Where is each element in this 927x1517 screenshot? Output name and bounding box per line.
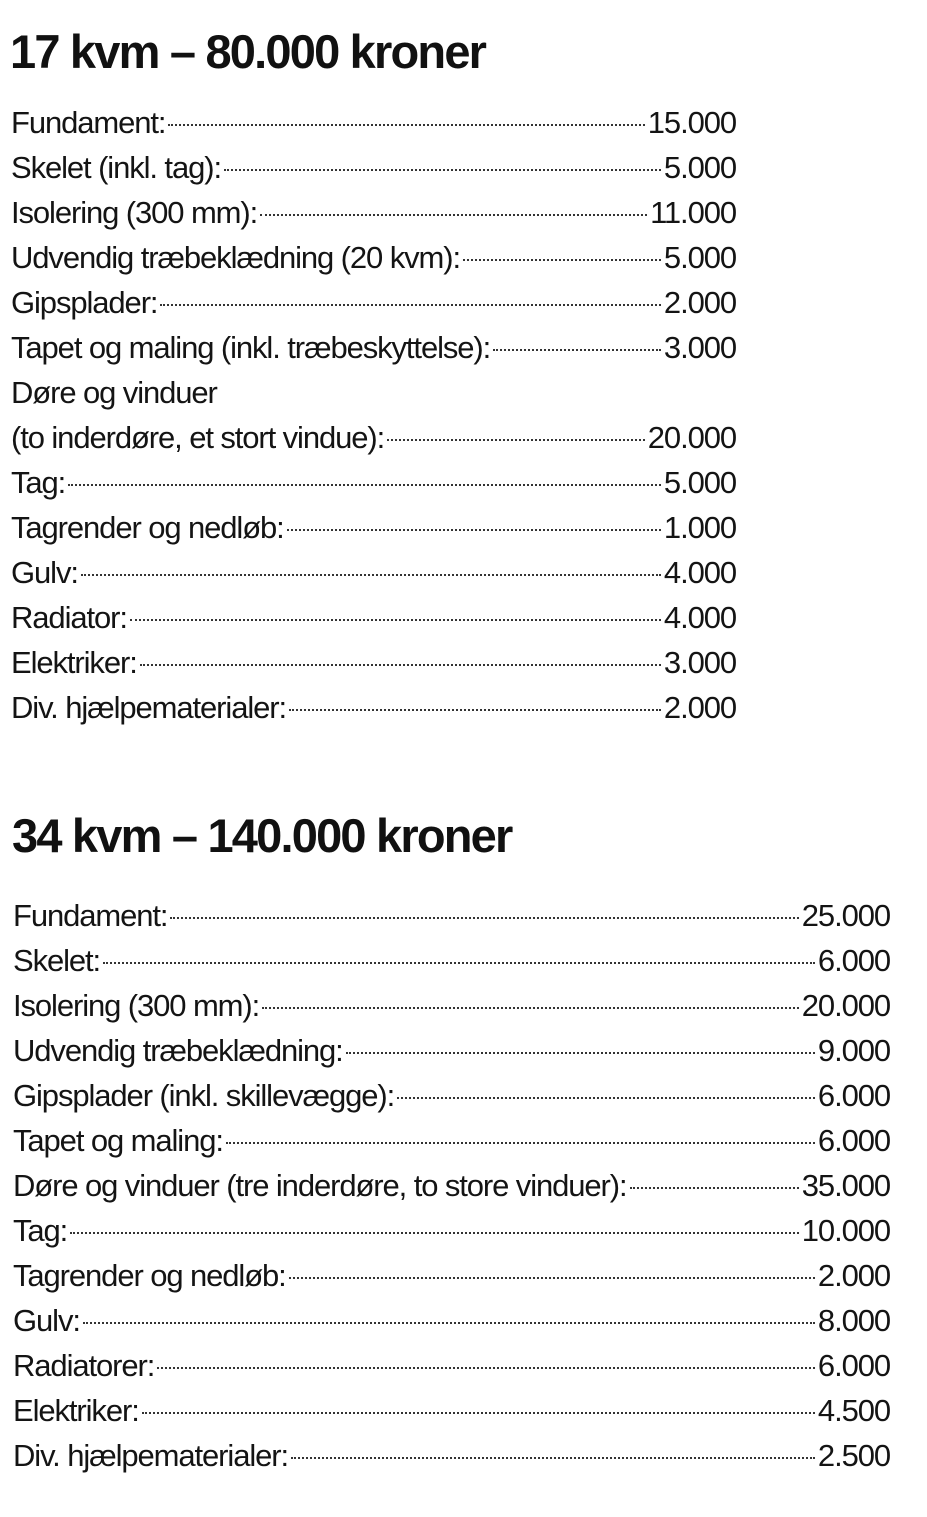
cost-row-doere-og-vinduer-line2: [11, 415, 736, 460]
cost-label: Radiatorer:: [13, 1348, 155, 1383]
cost-amount: 3.000: [663, 330, 736, 365]
cost-amount: 5.000: [663, 150, 736, 185]
cost-label: Elektriker:: [11, 645, 137, 680]
cost-row-skelet: [13, 938, 890, 983]
cost-amount: 8.000: [817, 1303, 890, 1338]
dotted-leader: [170, 917, 798, 919]
cost-row-isolering: [11, 190, 736, 235]
cost-row-gipsplader: [13, 1073, 890, 1118]
cost-label: Døre og vinduer: [11, 375, 217, 410]
cost-label: Udvendig træbeklædning:: [13, 1033, 343, 1068]
dotted-leader: [260, 214, 647, 216]
cost-row-elektriker: [13, 1388, 890, 1433]
cost-amount: 6.000: [817, 943, 890, 978]
cost-row-doere-og-vinduer: [13, 1163, 890, 1208]
cost-amount: 4.500: [817, 1393, 890, 1428]
cost-amount: 2.000: [663, 285, 736, 320]
cost-label: Isolering (300 mm):: [11, 195, 258, 230]
cost-label: Elektriker:: [13, 1393, 139, 1428]
cost-label: Gulv:: [11, 555, 78, 590]
cost-amount: 5.000: [663, 465, 736, 500]
dotted-leader: [630, 1187, 799, 1189]
dotted-leader: [397, 1097, 815, 1099]
cost-row-skelet: [11, 145, 736, 190]
cost-row-fundament: [13, 893, 890, 938]
dotted-leader: [291, 1457, 815, 1459]
dotted-leader: [226, 1142, 815, 1144]
cost-label: Tag:: [13, 1213, 68, 1248]
dotted-leader: [140, 664, 661, 666]
cost-row-hjaelpematerialer: [11, 685, 736, 730]
dotted-leader: [346, 1052, 815, 1054]
cost-label-continued: (to inderdøre, et stort vindue):: [11, 420, 385, 455]
cost-label: Fundament:: [13, 898, 168, 933]
cost-label: Div. hjælpematerialer:: [11, 690, 286, 725]
dotted-leader: [289, 709, 661, 711]
dotted-leader: [160, 304, 660, 306]
cost-amount: 11.000: [650, 195, 736, 230]
cost-amount: 20.000: [801, 988, 890, 1023]
cost-label: Tagrender og nedløb:: [13, 1258, 286, 1293]
cost-label: Tag:: [11, 465, 66, 500]
cost-label: Div. hjælpematerialer:: [13, 1438, 288, 1473]
cost-label: Tagrender og nedløb:: [11, 510, 284, 545]
dotted-leader: [83, 1322, 815, 1324]
cost-label: Gipsplader:: [11, 285, 158, 320]
dotted-leader: [157, 1367, 815, 1369]
cost-amount: 4.000: [663, 600, 736, 635]
dotted-leader: [262, 1007, 799, 1009]
cost-label: Døre og vinduer (tre inderdøre, to store vinduer):: [13, 1168, 627, 1203]
cost-row-tagrender-og-nedloeb: [11, 505, 736, 550]
cost-amount: 2.000: [663, 690, 736, 725]
cost-amount: 6.000: [817, 1078, 890, 1113]
cost-row-udvendig-traebeklaedning: [13, 1028, 890, 1073]
cost-list-34-kvm: [13, 893, 890, 1478]
cost-label: Tapet og maling:: [13, 1123, 223, 1158]
dotted-leader: [287, 529, 661, 531]
dotted-leader: [142, 1412, 815, 1414]
cost-amount: 5.000: [663, 240, 736, 275]
cost-amount: 6.000: [817, 1348, 890, 1383]
cost-label: Skelet (inkl. tag):: [11, 150, 221, 185]
cost-row-tag: [13, 1208, 890, 1253]
cost-amount: 15.000: [647, 105, 736, 140]
cost-row-gulv: [13, 1298, 890, 1343]
cost-row-doere-og-vinduer-line1: [11, 370, 736, 415]
cost-amount: 2.000: [817, 1258, 890, 1293]
dotted-leader: [81, 574, 661, 576]
cost-label: Udvendig træbeklædning (20 kvm):: [11, 240, 460, 275]
cost-row-isolering: [13, 983, 890, 1028]
cost-label: Skelet:: [13, 943, 101, 978]
cost-amount: 9.000: [817, 1033, 890, 1068]
cost-amount: 4.000: [663, 555, 736, 590]
cost-amount: 35.000: [801, 1168, 890, 1203]
cost-row-tapet-og-maling: [11, 325, 736, 370]
cost-row-hjaelpematerialer: [13, 1433, 890, 1478]
cost-amount: 1.000: [663, 510, 736, 545]
cost-amount: 2.500: [817, 1438, 890, 1473]
cost-label: Tapet og maling (inkl. træbeskyttelse):: [11, 330, 491, 365]
cost-row-gulv: [11, 550, 736, 595]
dotted-leader: [130, 619, 661, 621]
cost-row-tag: [11, 460, 736, 505]
dotted-leader: [103, 962, 815, 964]
cost-amount: 25.000: [801, 898, 890, 933]
cost-amount: 3.000: [663, 645, 736, 680]
cost-row-tagrender-og-nedloeb: [13, 1253, 890, 1298]
cost-row-radiator: [11, 595, 736, 640]
cost-label: Fundament:: [11, 105, 166, 140]
cost-row-gipsplader: [11, 280, 736, 325]
cost-label: Gulv:: [13, 1303, 80, 1338]
cost-label: Isolering (300 mm):: [13, 988, 260, 1023]
dotted-leader: [70, 1232, 799, 1234]
cost-row-elektriker: [11, 640, 736, 685]
cost-list-17-kvm: [11, 100, 736, 730]
cost-amount: 10.000: [801, 1213, 890, 1248]
cost-amount: 20.000: [647, 420, 736, 455]
cost-row-radiatorer: [13, 1343, 890, 1388]
dotted-leader: [463, 259, 661, 261]
section-heading-17-kvm: 17 kvm – 80.000 kroner: [10, 25, 486, 78]
dotted-leader: [68, 484, 661, 486]
cost-row-fundament: [11, 100, 736, 145]
cost-label: Radiator:: [11, 600, 127, 635]
cost-amount: 6.000: [817, 1123, 890, 1158]
cost-label: Gipsplader (inkl. skillevægge):: [13, 1078, 395, 1113]
cost-row-udvendig-traebeklaedning: [11, 235, 736, 280]
dotted-leader: [493, 349, 661, 351]
section-heading-34-kvm: 34 kvm – 140.000 kroner: [12, 809, 512, 862]
dotted-leader: [289, 1277, 815, 1279]
dotted-leader: [387, 439, 645, 441]
dotted-leader: [224, 169, 661, 171]
dotted-leader: [168, 124, 644, 126]
cost-row-tapet-og-maling: [13, 1118, 890, 1163]
